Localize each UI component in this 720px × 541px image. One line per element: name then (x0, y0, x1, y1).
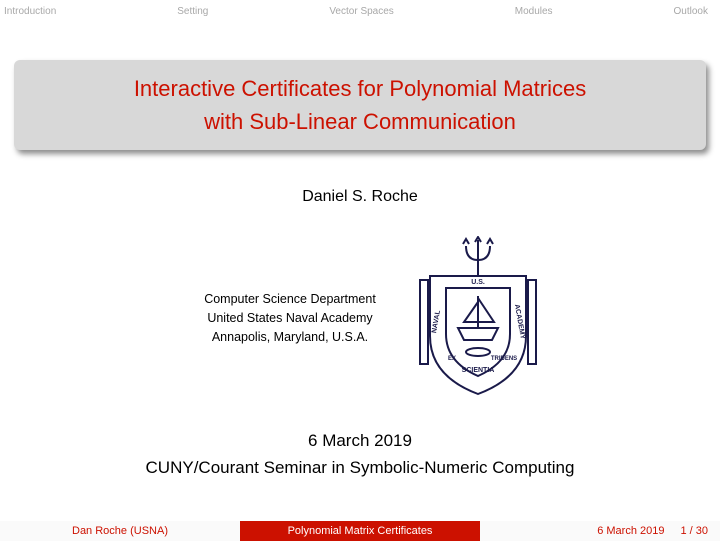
institute-block (160, 290, 420, 347)
seal-motto-right-text: TRIDENS (490, 356, 518, 362)
nav-vector-spaces[interactable]: Vector Spaces (329, 5, 394, 17)
seal-scientia-text: SCIENTIA (461, 367, 495, 374)
seal-motto-left-text: EX (447, 356, 457, 362)
footer-page-number: 1 / 30 (680, 525, 708, 537)
footer-date: 6 March 2019 (597, 525, 665, 537)
footer-short-title: Polynomial Matrix Certificates (240, 521, 480, 541)
naval-academy-seal (416, 236, 540, 400)
footer-right (480, 521, 720, 541)
section-navigation (0, 0, 720, 22)
institute-department: Computer Science Department (204, 292, 376, 306)
presentation-venue: CUNY/Courant Seminar in Symbolic-Numeric Computing (145, 458, 575, 477)
seal-academy-text: ACADEMY (512, 303, 526, 340)
nav-introduction[interactable]: Introduction (4, 5, 57, 17)
footer-author: Dan Roche (USNA) (0, 521, 240, 541)
title-block (14, 60, 706, 150)
nav-outlook[interactable]: Outlook (673, 5, 708, 17)
footer-bar (0, 521, 720, 541)
presentation-date: 6 March 2019 (308, 431, 412, 450)
title-line-2: with Sub-Linear Communication (204, 109, 516, 134)
nav-setting[interactable]: Setting (177, 5, 209, 17)
seal-naval-text: NAVAL (431, 309, 442, 334)
author-name: Daniel S. Roche (302, 188, 418, 205)
institute-location: Annapolis, Maryland, U.S.A. (211, 330, 369, 344)
seal-us-text: U.S. (471, 279, 485, 286)
institute-academy: United States Naval Academy (207, 311, 373, 325)
nav-modules[interactable]: Modules (514, 5, 553, 17)
title-line-1: Interactive Certificates for Polynomial Matrices (133, 76, 587, 101)
